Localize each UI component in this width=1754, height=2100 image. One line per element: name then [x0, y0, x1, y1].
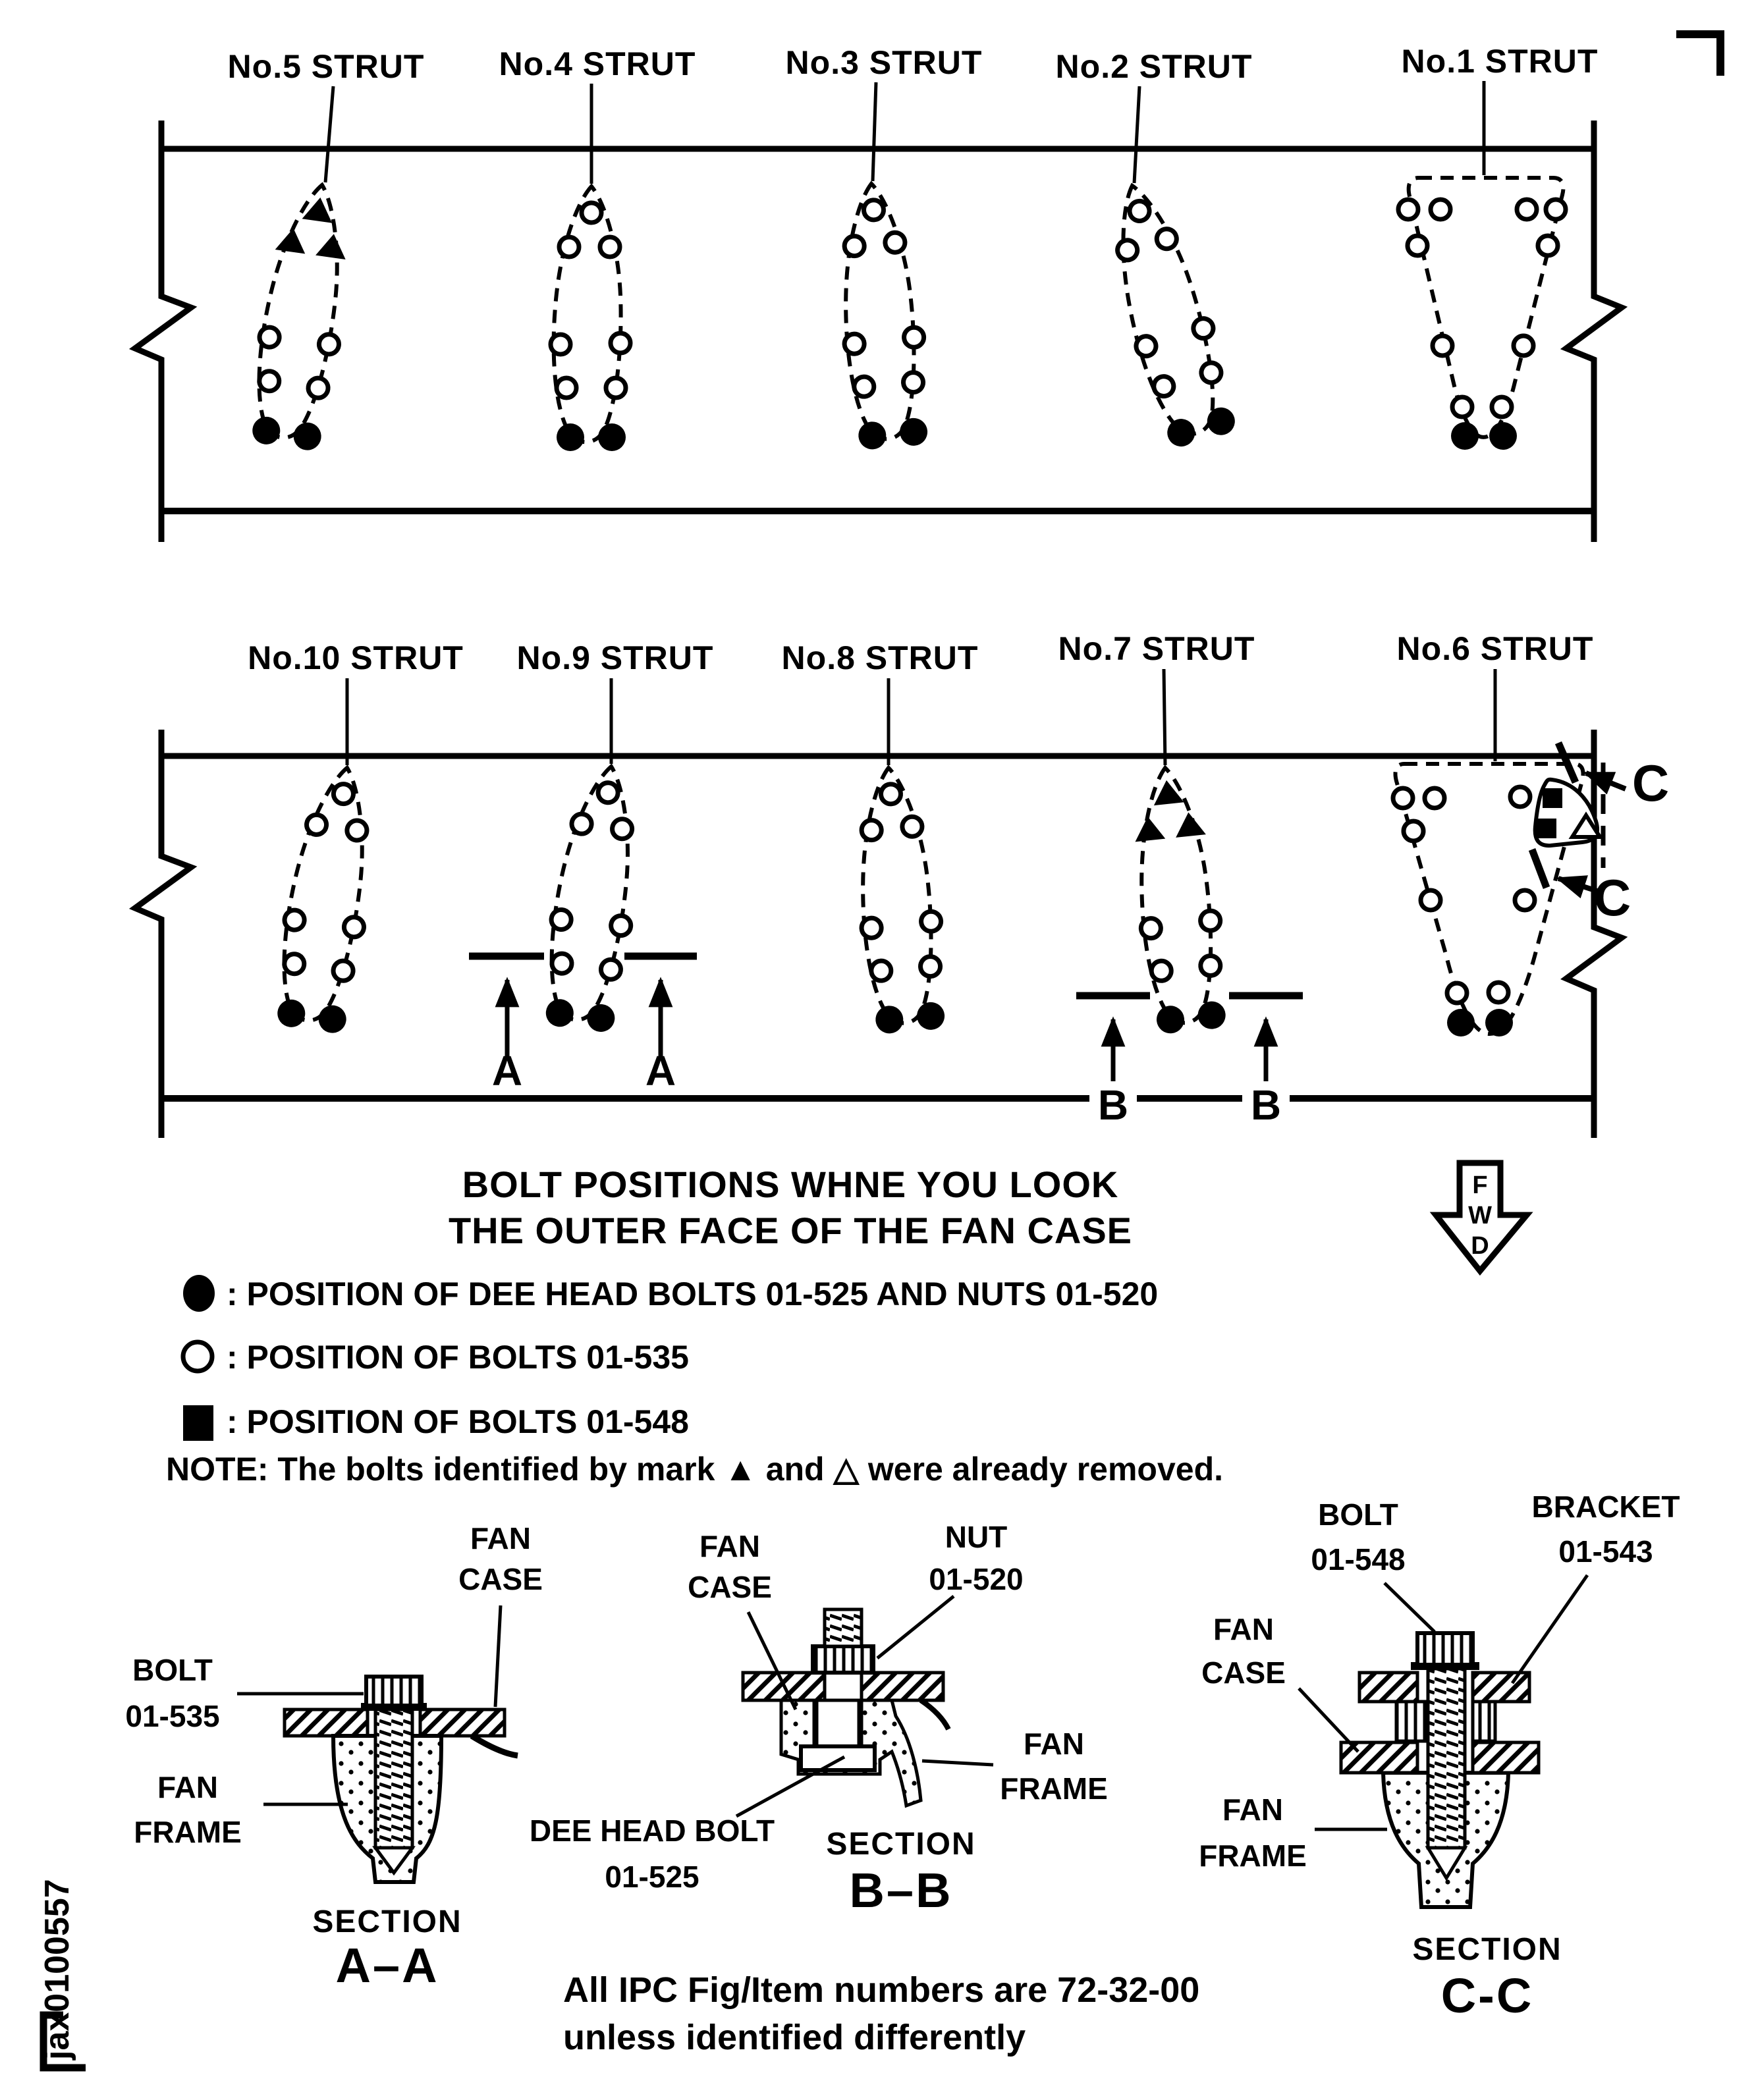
strut-label-no6: No.6 STRUT	[1396, 630, 1594, 667]
bolt-marker-circle	[861, 819, 883, 841]
bolt-marker-circle	[1452, 397, 1472, 417]
strut-label-no5: No.5 STRUT	[227, 48, 425, 85]
bolt-marker-dot	[1164, 416, 1198, 450]
bolt-marker-circle	[582, 203, 601, 223]
bolt-marker-circle	[902, 816, 923, 838]
bb-nut-label-2: 01-520	[929, 1562, 1024, 1596]
bolt-marker-circle	[1510, 787, 1530, 807]
strut-outline	[554, 186, 621, 442]
cc-bolt-head	[1417, 1633, 1473, 1665]
bolt-marker-dot	[317, 1004, 348, 1035]
bolt-marker-circle	[1115, 238, 1139, 262]
cc-bracket-label-1: BRACKET	[1531, 1490, 1680, 1524]
bolt-marker-circle	[1199, 360, 1223, 385]
cut-c-label-lower: C	[1593, 869, 1631, 927]
struts-layer	[228, 43, 1600, 1037]
bolt-marker-circle	[1489, 983, 1508, 1002]
panel-upper-right-break-line	[1566, 121, 1622, 542]
bb-fan-frame-label-1: FAN	[1024, 1727, 1084, 1761]
fan-case-panel-upper	[135, 121, 1622, 542]
strut-no3	[831, 180, 933, 451]
bolt-marker-circle	[1140, 917, 1162, 939]
bolt-marker-circle	[551, 335, 570, 354]
strut-outline	[274, 763, 376, 1025]
bolt-marker-dot	[875, 1005, 905, 1035]
cc-bracket-plate-right	[1473, 1673, 1529, 1702]
legend	[166, 1275, 1223, 1488]
panel-lower-left-break-line	[135, 730, 191, 1138]
bolt-marker-circle	[844, 333, 865, 355]
bolt-marker-circle	[1393, 788, 1413, 808]
bolt-marker-dot	[1489, 422, 1517, 450]
bolt-marker-circle	[1199, 910, 1221, 932]
bolt-marker-circle	[318, 333, 341, 356]
bb-fan-case-label-2: CASE	[688, 1570, 772, 1604]
bb-fan-frame-leader	[922, 1761, 993, 1765]
aa-section-caption: SECTION	[312, 1904, 462, 1939]
aa-bolt-head	[366, 1677, 422, 1706]
strut-label-no10: No.10 STRUT	[248, 639, 464, 676]
bolt-marker-circle	[1199, 955, 1221, 977]
bb-section-caption: SECTION	[826, 1827, 976, 1862]
bolt-marker-circle	[1515, 890, 1535, 910]
figure-title-line1: BOLT POSITIONS WHNE YOU LOOK	[462, 1164, 1119, 1205]
bolt-marker-circle	[844, 235, 865, 257]
bolt-marker-circle	[861, 917, 883, 939]
legend-filled-circle-icon	[183, 1275, 215, 1312]
bb-dee-leader	[736, 1757, 844, 1816]
bolt-marker-circle	[920, 911, 942, 932]
section-cut-b	[1076, 996, 1303, 1129]
strut-outline	[1096, 178, 1231, 442]
bolt-marker-circle	[557, 378, 576, 398]
bolt-marker-circle	[880, 784, 902, 805]
bolt-marker-circle	[551, 952, 572, 974]
strut-label-no7: No.7 STRUT	[1058, 630, 1255, 667]
cut-c-tick-lower	[1532, 849, 1547, 888]
bolt-marker-circle	[1404, 821, 1423, 841]
bb-dee-label-2: 01-525	[605, 1860, 699, 1894]
footer-line2: unless identified differently	[563, 2018, 1026, 2057]
cc-spacer-left	[1396, 1702, 1428, 1741]
bolt-marker-circle	[606, 378, 626, 398]
aa-bolt-label-2: 01-535	[125, 1699, 220, 1733]
cut-a-label-right: A	[645, 1047, 676, 1094]
strut-outline	[249, 180, 351, 443]
cc-fan-case-plate-right	[1473, 1742, 1539, 1773]
legend-filled-square-icon	[183, 1405, 213, 1441]
figure-id: jax0100557	[38, 1879, 76, 2060]
strut-label-no4: No.4 STRUT	[499, 45, 696, 82]
legend-open-circle-icon	[183, 1342, 212, 1371]
cc-bracket-plate-left	[1359, 1673, 1417, 1702]
bolt-marker-dot	[292, 421, 323, 452]
bb-nut-label-1: NUT	[945, 1520, 1008, 1554]
legend-note: NOTE: The bolts identified by mark ▲ and △ were already removed.	[166, 1451, 1224, 1488]
strut-no4	[551, 186, 630, 451]
cc-fan-frame-label-2: FRAME	[1199, 1839, 1307, 1873]
bolt-marker-tri	[315, 232, 349, 259]
bolt-marker-dot	[557, 423, 584, 451]
bolt-marker-circle	[610, 915, 632, 936]
panel-upper-left-break-line	[135, 121, 191, 542]
section-cut-a	[469, 956, 697, 1094]
aa-fan-case-flange	[472, 1736, 518, 1756]
bolt-marker-dot	[1197, 1000, 1227, 1031]
bolt-marker-circle	[1127, 199, 1151, 223]
bolt-marker-dot	[544, 998, 575, 1029]
bb-fan-frame-label-2: FRAME	[1000, 1771, 1108, 1806]
legend-item-1: : POSITION OF DEE HEAD BOLTS 01-525 AND NUTS 01-520	[227, 1276, 1159, 1312]
strut-label-no8: No.8 STRUT	[781, 639, 979, 676]
section-cc	[1199, 1490, 1680, 2023]
aa-fan-frame-label-1: FAN	[157, 1770, 218, 1804]
bb-dee-bolt-head	[801, 1746, 875, 1770]
bolt-marker-circle	[559, 237, 579, 257]
bb-nut	[813, 1646, 873, 1673]
bolt-marker-circle	[1398, 200, 1418, 219]
bolt-marker-circle	[1517, 200, 1537, 219]
strut-no8	[848, 765, 950, 1035]
bolt-marker-circle	[1151, 374, 1176, 398]
bolt-marker-tri	[1173, 811, 1206, 838]
cc-bolt-leader	[1384, 1583, 1435, 1632]
bolt-marker-circle	[611, 333, 630, 353]
bolt-marker-dot	[1451, 422, 1479, 450]
bolt-marker-circle	[600, 237, 620, 257]
fwd-letter-w: W	[1468, 1202, 1492, 1229]
bolt-marker-circle	[600, 959, 622, 981]
bb-stud-threads	[825, 1609, 862, 1646]
bolt-marker-circle	[550, 909, 572, 930]
bolt-marker-circle	[919, 956, 941, 977]
aa-fan-case-plate-right	[420, 1710, 505, 1736]
bolt-marker-circle	[1408, 236, 1427, 256]
aa-fan-case-label-1: FAN	[470, 1521, 531, 1555]
aa-fan-case-label-2: CASE	[458, 1562, 543, 1596]
aa-bolt-shaft	[375, 1710, 412, 1848]
bolt-marker-tri	[1151, 778, 1184, 805]
fwd-letter-d: D	[1471, 1232, 1489, 1260]
bolt-marker-circle	[1447, 983, 1467, 1003]
cc-fan-case-label-1: FAN	[1213, 1612, 1274, 1646]
bolt-marker-dot	[276, 998, 307, 1029]
bolt-marker-circle	[1492, 397, 1512, 417]
bb-dee-bolt-shaft	[817, 1700, 859, 1748]
cc-fan-case-leader	[1299, 1688, 1358, 1752]
bolt-marker-square	[1543, 788, 1562, 808]
section-bb	[530, 1520, 1108, 1918]
footer-line1: All IPC Fig/Item numbers are 72-32-00	[563, 1970, 1200, 2010]
strut-outline	[543, 762, 641, 1024]
bolt-marker-circle	[332, 783, 354, 805]
section-aa	[125, 1521, 543, 1993]
bolt-marker-circle	[1155, 227, 1179, 251]
corner-mark-top-right	[1676, 34, 1720, 76]
bolt-marker-circle	[307, 377, 329, 399]
strut-leader-no7	[1164, 669, 1165, 765]
bb-fan-case-flange	[921, 1700, 948, 1729]
bolt-marker-circle	[902, 371, 924, 393]
bolt-marker-circle	[258, 370, 281, 392]
aa-section-name: A–A	[335, 1938, 439, 1993]
bolt-marker-dot	[251, 415, 282, 446]
strut-no2	[1093, 175, 1242, 452]
cut-a-label-left: A	[491, 1047, 523, 1094]
bolt-marker-circle	[1514, 336, 1533, 356]
bolt-marker-dot	[1447, 1009, 1475, 1037]
bolt-marker-circle	[1421, 890, 1440, 910]
bolt-marker-circle	[343, 916, 366, 938]
bolt-marker-circle	[1425, 788, 1444, 808]
bolt-marker-circle	[885, 232, 906, 254]
bolt-marker-circle	[570, 813, 592, 834]
cc-section-caption: SECTION	[1412, 1932, 1562, 1967]
strut-outline	[1128, 765, 1221, 1026]
bolt-marker-dot	[916, 1001, 946, 1031]
bb-fan-case-label-1: FAN	[699, 1529, 760, 1563]
strut-no9	[538, 761, 649, 1034]
bolt-marker-circle	[306, 813, 328, 836]
aa-fan-case-plate-left	[285, 1710, 368, 1736]
bolt-marker-circle	[1546, 200, 1566, 219]
bolt-marker-dot	[898, 417, 929, 447]
bolt-marker-circle	[332, 959, 354, 982]
bolt-marker-circle	[1134, 334, 1158, 358]
bolt-marker-circle	[611, 818, 633, 840]
bolt-marker-circle	[903, 327, 925, 348]
legend-item-3: : POSITION OF BOLTS 01-548	[227, 1403, 689, 1440]
strut-label-no3: No.3 STRUT	[785, 44, 983, 81]
bolt-marker-circle	[1538, 236, 1558, 256]
bolt-marker-circle	[1191, 316, 1215, 340]
strut-label-no1: No.1 STRUT	[1401, 43, 1599, 80]
bolt-marker-tri	[1133, 815, 1166, 842]
bb-fan-case-plate-right	[862, 1673, 943, 1700]
strut-label-no2: No.2 STRUT	[1055, 48, 1253, 85]
cc-bracket-label-2: 01-543	[1558, 1534, 1653, 1569]
cc-section-name: C-C	[1440, 1968, 1534, 2023]
cc-bolt-shaft	[1428, 1669, 1465, 1848]
cut-c-label-upper: C	[1631, 754, 1670, 812]
strut-leader-no3	[873, 82, 876, 181]
cc-bolt-label-1: BOLT	[1318, 1497, 1398, 1532]
bb-section-name: B–B	[849, 1863, 953, 1918]
aa-fan-case-leader	[495, 1605, 501, 1707]
fwd-arrow	[1436, 1163, 1527, 1271]
aa-bolt-label-1: BOLT	[132, 1653, 213, 1687]
cc-bracket-leader	[1512, 1575, 1587, 1683]
strut-no5	[245, 179, 361, 452]
bolt-marker-square	[1537, 819, 1556, 838]
strut-label-no9: No.9 STRUT	[516, 639, 714, 676]
bolt-marker-dot	[1485, 1009, 1513, 1037]
cc-fan-case-label-2: CASE	[1201, 1656, 1286, 1690]
strut-no1	[1398, 178, 1566, 450]
legend-item-2: : POSITION OF BOLTS 01-535	[227, 1339, 689, 1376]
bolt-marker-dot	[1204, 404, 1238, 439]
bolt-marker-circle	[283, 909, 306, 931]
fwd-letter-f: F	[1472, 1171, 1488, 1199]
strut-leader-no5	[325, 86, 333, 182]
bolt-marker-tri	[275, 226, 309, 254]
aa-fan-frame-label-2: FRAME	[134, 1815, 242, 1849]
bolt-marker-dot	[1155, 1004, 1186, 1035]
cc-bolt-label-2: 01-548	[1311, 1542, 1406, 1576]
bolt-marker-circle	[1151, 960, 1172, 982]
bolt-marker-circle	[346, 819, 368, 842]
cut-b-label-left: B	[1097, 1081, 1129, 1129]
bolt-marker-circle	[1431, 200, 1450, 219]
bolt-marker-circle	[871, 960, 892, 982]
cc-spacer-right	[1473, 1702, 1495, 1741]
bb-dee-label-1: DEE HEAD BOLT	[529, 1814, 775, 1848]
bolt-marker-circle	[283, 953, 306, 975]
bolt-marker-dot	[858, 421, 888, 451]
bolt-marker-circle	[854, 376, 875, 398]
bolt-marker-circle	[863, 200, 885, 221]
bolt-marker-circle	[258, 326, 281, 348]
cut-b-label-right: B	[1250, 1081, 1282, 1129]
bolt-marker-dot	[598, 423, 626, 451]
strut-no10	[270, 762, 386, 1035]
bolt-marker-dot	[586, 1003, 617, 1034]
cc-fan-frame-label-1: FAN	[1222, 1792, 1283, 1827]
bolt-marker-circle	[1433, 336, 1452, 356]
figure-title-line2: THE OUTER FACE OF THE FAN CASE	[448, 1210, 1133, 1251]
bb-nut-leader	[877, 1596, 954, 1658]
strut-leader-no2	[1134, 86, 1139, 183]
bolt-marker-circle	[597, 782, 618, 803]
